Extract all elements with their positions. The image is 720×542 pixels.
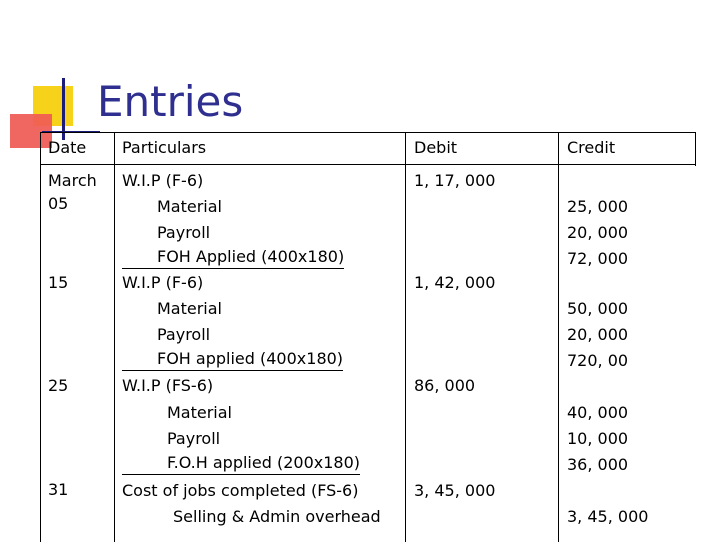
entry-credit-account: Material: [167, 403, 232, 422]
table-right-border: [695, 132, 696, 166]
entry-credit-amount: 720, 00: [567, 351, 629, 370]
header-date: Date: [48, 138, 87, 157]
entry-credit-amount: 36, 000: [567, 455, 629, 474]
entry-credit-amount: 25, 000: [567, 197, 629, 216]
entry-credit-amount: 3, 45, 000: [567, 507, 649, 526]
entry-date: March: [48, 171, 97, 190]
entry-credit-account: Selling & Admin overhead: [173, 507, 381, 526]
entry-date: 31: [48, 480, 69, 499]
entry-credit-amount: 10, 000: [567, 429, 629, 448]
entry-debit-amount: 3, 45, 000: [414, 481, 496, 500]
entry-debit-account: W.I.P (F-6): [122, 171, 204, 190]
entry-debit-account: Cost of jobs completed (FS-6): [122, 481, 359, 500]
header-debit: Debit: [414, 138, 458, 157]
table-column-divider-date: [114, 132, 115, 542]
entry-credit-account: Payroll: [157, 223, 211, 242]
entry-credit-account: F.O.H applied (200x180): [122, 452, 360, 475]
entry-credit-amount: 40, 000: [567, 403, 629, 422]
table-column-divider-debit: [558, 132, 559, 542]
entry-debit-account: W.I.P (F-6): [122, 273, 204, 292]
entry-date: 15: [48, 273, 69, 292]
entry-credit-amount: 20, 000: [567, 223, 629, 242]
table-header-border: [40, 164, 696, 165]
entry-debit-amount: 86, 000: [414, 376, 476, 395]
header-credit: Credit: [567, 138, 616, 157]
entry-credit-account: Material: [157, 299, 222, 318]
entry-credit-amount: 50, 000: [567, 299, 629, 318]
slide-title: Entries: [97, 77, 244, 126]
entry-debit-amount: 1, 17, 000: [414, 171, 496, 190]
entry-credit-amount: 72, 000: [567, 249, 629, 268]
entry-credit-amount: 20, 000: [567, 325, 629, 344]
entry-credit-account: FOH applied (400x180): [122, 348, 343, 371]
entry-credit-account: Payroll: [157, 325, 211, 344]
entry-credit-account: Payroll: [167, 429, 221, 448]
table-column-divider-particulars: [405, 132, 406, 542]
entry-debit-account: W.I.P (FS-6): [122, 376, 214, 395]
table-left-border: [40, 132, 41, 542]
entry-date: 25: [48, 376, 69, 395]
entry-credit-account: Material: [157, 197, 222, 216]
header-particulars: Particulars: [122, 138, 207, 157]
entry-debit-amount: 1, 42, 000: [414, 273, 496, 292]
entry-credit-account: FOH Applied (400x180): [122, 246, 344, 269]
entry-date-day: 05: [48, 194, 69, 213]
table-top-border: [40, 132, 696, 133]
